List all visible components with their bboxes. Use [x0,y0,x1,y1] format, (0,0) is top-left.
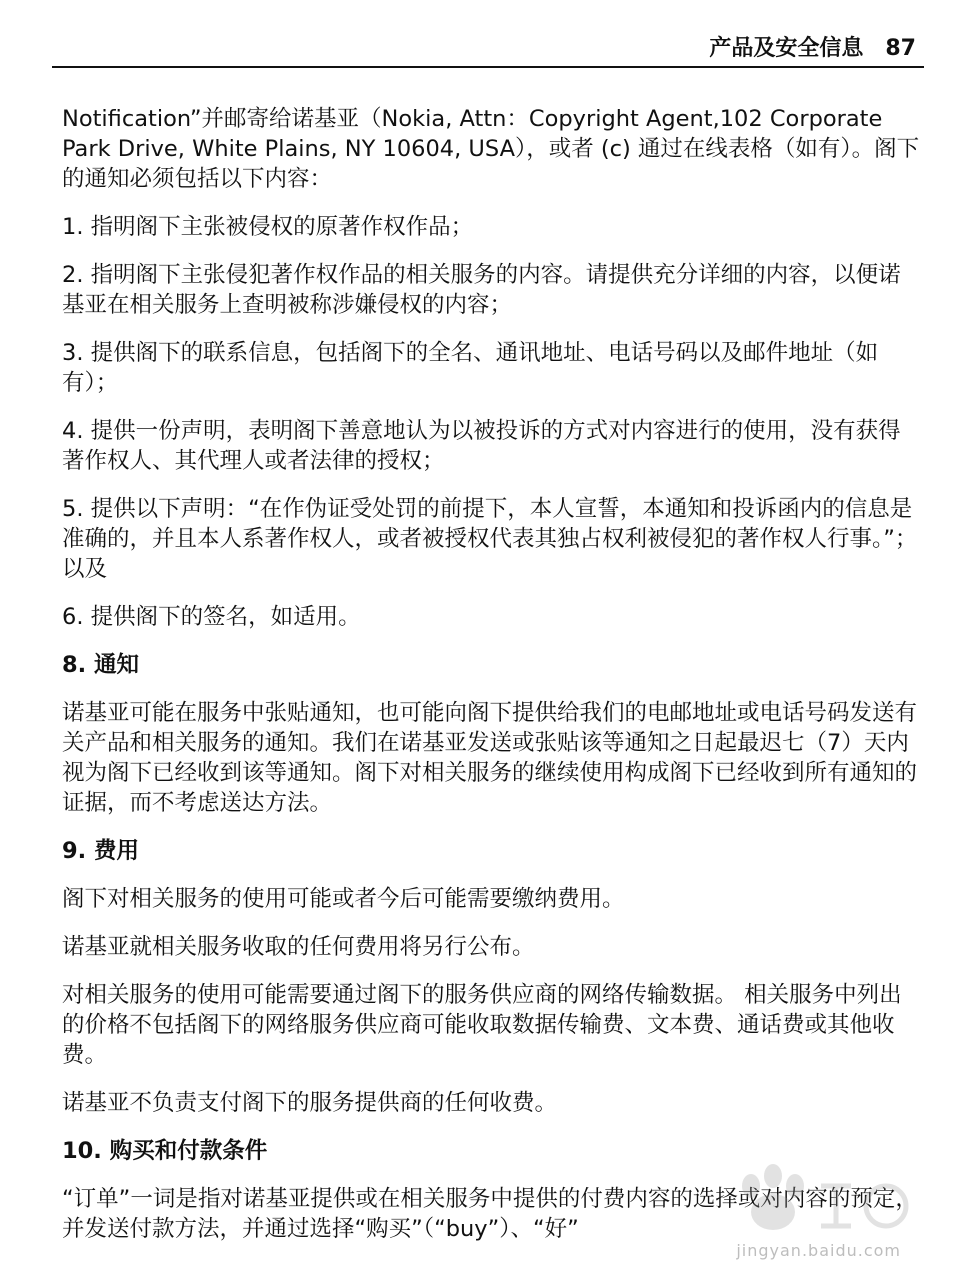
fees-paragraph-3: 对相关服务的使用可能需要通过阁下的服务供应商的网络传输数据。 相关服务中列出的价格不包括阁下的网络服务供应商可能收取数据传输费、文本费、通话费或其他收费。 [62,982,902,1068]
section-title: 产品及安全信息 [709,36,864,61]
section-heading-notices: 8. 通知 [62,652,140,678]
list-item-1: 1. 指明阁下主张被侵权的原著作权作品； [62,214,474,240]
section-heading-purchase: 10. 购买和付款条件 [62,1138,268,1164]
list-item-4: 4. 提供一份声明，表明阁下善意地认为以被投诉的方式对内容进行的使用，没有获得著作权人、其代理人或者法律的授权； [62,418,901,474]
list-item-6: 6. 提供阁下的签名，如适用。 [62,604,361,630]
notices-paragraph: 诺基亚可能在服务中张贴通知，也可能向阁下提供给我们的电邮地址或电话号码发送有关产品和相关服务的通知。我们在诺基亚发送或张贴该等通知之日起最迟七（7）天内视为阁下已经收到该等通知。阁下对相关服务的继续使用构成阁下已经收到所有通知的证据，而不考虑送达方法。 [62,700,918,816]
fees-paragraph-4: 诺基亚不负责支付阁下的服务提供商的任何收费。 [62,1090,558,1116]
page-content [62,104,920,1262]
list-item-3: 3. 提供阁下的联系信息，包括阁下的全名、通讯地址、电话号码以及邮件地址（如有）； [62,340,879,396]
purchase-paragraph: “订单”一词是指对诺基亚提供或在相关服务中提供的付费内容的选择或对内容的预定，并发送付款方法，并通过选择“购买”（“buy”）、“好” [62,1186,918,1242]
page-header [52,36,924,68]
page-number: 87 [885,36,916,61]
section-heading-fees: 9. 费用 [62,838,140,864]
running-head [709,36,916,62]
intro-paragraph: Notification”并邮寄给诺基亚（Nokia, Attn：Copyright Agent,102 Corporate Park Drive, White Plains, NY 10604, USA），或者 (c) 通过在线表格（如有）。阁下的通知必须包括以下内容： [62,106,920,192]
fees-paragraph-1: 阁下对相关服务的使用可能或者今后可能需要缴纳费用。 [62,886,625,912]
list-item-5: 5. 提供以下声明：“在作伪证受处罚的前提下，本人宣誓，本通知和投诉函内的信息是准确的，并且本人系著作权人，或者被授权代表其独占权利被侵犯的著作权人行事。”；以及 [62,496,918,582]
watermark-text: jingyan.baidu.com [736,1241,901,1260]
list-item-2: 2. 指明阁下主张侵犯著作权作品的相关服务的内容。请提供充分详细的内容，以便诺基亚在相关服务上查明被称涉嫌侵权的内容； [62,262,901,318]
fees-paragraph-2: 诺基亚就相关服务收取的任何费用将另行公布。 [62,934,535,960]
